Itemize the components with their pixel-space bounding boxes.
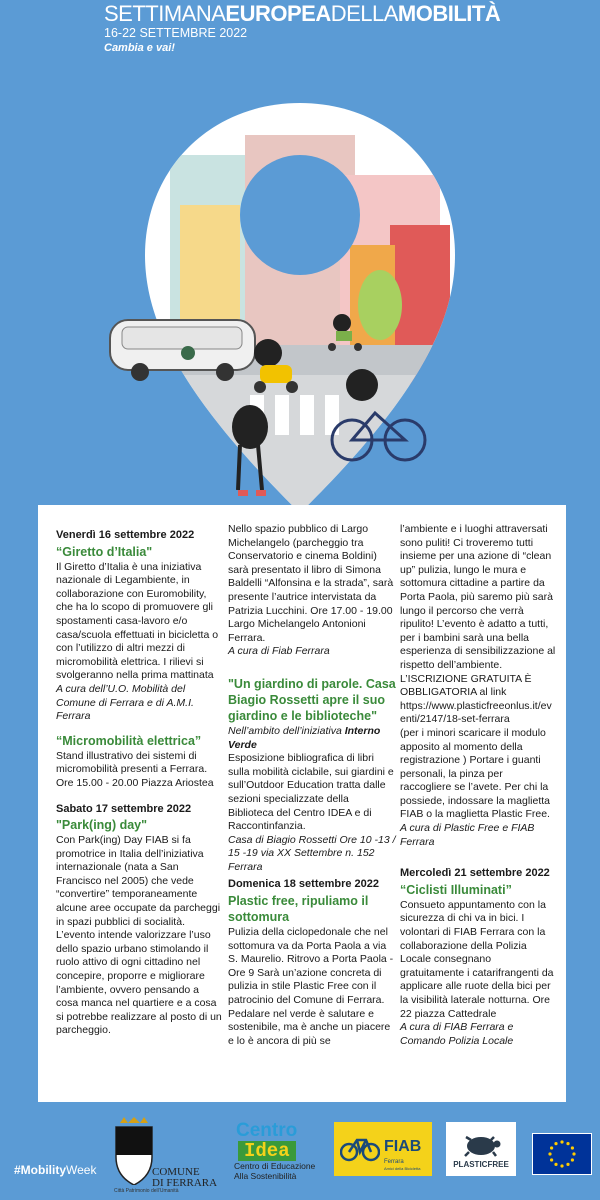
event-title-giretto: “Giretto d’Italia" — [56, 544, 153, 559]
intro-text: Nell’ambito dell’iniziativa — [228, 724, 345, 737]
cyclist-head — [346, 369, 378, 401]
mobility-illustration — [100, 95, 500, 515]
event-title-ciclisti: “Ciclisti Illuminati” — [400, 882, 512, 897]
event-intro — [228, 725, 396, 752]
event-body: (per i minori scaricare il modulo apposito al momento della registrazione ) Portare i guanti personali, la pinza per raccogliere se l’avete. Per chi la possiede, indossare la maglietta FIAB o la maglietta Plastic Free. — [400, 726, 551, 821]
slogan: Cambia e vai! — [104, 42, 175, 54]
event-title-plastic-free: Plastic free, ripuliamo il sottomura — [228, 894, 369, 925]
event-date: Venerdì 16 settembre 2022 — [56, 529, 195, 541]
ferrara-name-1: COMUNE — [152, 1166, 200, 1178]
fiab-sub: Ferrara — [384, 1159, 404, 1165]
ferrara-subtitle: Città Patrimonio dell’Umanità — [114, 1188, 179, 1194]
centro-top: Centro — [236, 1120, 298, 1141]
program-box — [38, 505, 566, 1102]
fiab-text: FIAB — [384, 1138, 422, 1155]
event-title — [104, 2, 500, 26]
event-body: Stand illustrativo dei sistemi di micromobilità presenti a Ferrara. Ore 15.00 - 20.00 Piazza Ariostea — [56, 749, 214, 789]
event-note: A cura di FIAB Ferrara e Comando Polizia Locale — [400, 1021, 514, 1047]
event-note: A cura dell’U.O. Mobilità del Comune di Ferrara e di A.M.I. Ferrara — [56, 682, 194, 723]
event-title-giardino: "Un giardino di parole. Casa Biagio Rossetti apre il suo giardino e le biblioteche" — [228, 676, 396, 723]
centro-sub-2: Alla Sostenibilità — [234, 1171, 297, 1181]
hashtag-bold: #Mobility — [14, 1163, 67, 1177]
event-body: Esposizione bibliografica di libri sulla mobilità ciclabile, sui giardini e sull’Outdoor Education tratta dalle sezioni specializzate della Biblioteca del Centro IDEA e di Raccontinfanzia. — [228, 752, 394, 833]
hashtag-light: Week — [66, 1163, 97, 1177]
event-body: L’ISCRIZIONE GRATUITA È OBBLIGATORIA al link — [400, 672, 532, 699]
event-note: Casa di Biagio Rossetti Ore 10 -13 / 15 -19 via XX Settembre n. 152 Ferrara — [228, 833, 396, 873]
event-dates: 16-22 SETTEMBRE 2022 — [104, 26, 248, 40]
event-date: Domenica 18 settembre 2022 — [228, 878, 380, 891]
event-body: Consueto appuntamento con la sicurezza di chi va in bici. I volontari di FIAB Ferrara con la collaborazione della Polizia Locale consegnano gratuitamente i catarifrangenti da applicare alle ruote della bici per la visibilità laterale notturna. Ore 22 piazza Cattedrale — [400, 898, 554, 1020]
title-part: MOBILITÀ — [397, 1, 501, 26]
event-body: Con Park(ing) Day FIAB si fa promotrice in Italia dell’iniziativa internazionale (nata a San Francisco nel 2005) che vede “convertire” temporaneamente alcune aree occupate da parcheggi in spazi pubblici di socialità. L’evento intende valorizzare l’uso dello spazio urbano stimolando il ruolo attivo di ogni cittadino nel concepire, proporre e migliorare l’ambiente, ovvero pensando a cosa manca nel quartiere e a cosa si potrebbe realizzare al posto di un parcheggio. — [56, 834, 222, 1037]
event-date: Mercoledì 21 settembre 2022 — [400, 867, 550, 880]
event-body: Il Giretto d’Italia è una iniziativa nazionale di Legambiente, in collaborazione con Euromobility, che ha lo scopo di promuovere gli spostamenti casa-lavoro e/o casa/scuola effettuati in bicicletta o con l’utilizzo di altri mezzi di micromobilità elettrica. I rilievi si svolgeranno nella prima mattinata — [56, 560, 219, 682]
plasticfree-logo — [446, 1122, 516, 1176]
column-3 — [400, 523, 556, 1048]
ferrara-name — [152, 1167, 217, 1189]
registration-link[interactable]: https://www.plasticfreeonlus.it/eventi/2147/18-set-ferrara — [400, 699, 552, 726]
hashtag — [14, 1163, 96, 1177]
column-2 — [228, 523, 396, 1048]
event-date: Sabato 17 settembre 2022 — [56, 802, 192, 815]
event-title-parking-day: "Park(ing) day" — [56, 818, 148, 833]
event-note: A cura di Plastic Free e FIAB Ferrara — [400, 822, 535, 848]
plasticfree-text: PLASTICFREE — [453, 1160, 509, 1169]
column-1 — [56, 525, 224, 1038]
title-part: DELLA — [330, 1, 398, 26]
ferrara-crest-icon — [112, 1117, 156, 1185]
footer — [0, 1105, 600, 1200]
ferrara-name-2: DI FERRARA — [152, 1177, 218, 1189]
centro-idea-logo — [230, 1121, 326, 1195]
event-note: A cura di Fiab Ferrara — [228, 645, 330, 658]
eu-flag-icon — [532, 1133, 592, 1175]
centro-idea: Idea — [238, 1141, 296, 1161]
bicycle-icon — [340, 1132, 380, 1162]
comune-ferrara-logo — [112, 1117, 224, 1195]
header — [104, 2, 500, 55]
event-body: Pulizia della ciclopedonale che nel sottomura va da Porta Paola a via S. Maurelio. Ritrovo a Porta Paola - Ore 9 Sarà un’azione concreta di pulizia in stile Plastic Free con il patrocinio del Comune di Ferrara. Pedalare nel verde è salutare e sostenibile, ma è anche un piacere e lo è ancora di più se — [228, 926, 394, 1047]
pin-hole — [240, 155, 360, 275]
event-body: l’ambiente e i luoghi attraversati sono puliti! Ci troveremo tutti insieme per una azione di “clean up” pulizia, lungo le mura e sottomura cittadine a partire da Porta Paola, più saremo più sarà lungo il percorso che verrà ripulito! L’evento è adatto a tutti, per i bambini sarà una bella esperienza di sensibilizzazione al rispetto dell’ambiente. — [400, 523, 556, 671]
title-part: EUROPEA — [225, 1, 331, 26]
event-body: Nello spazio pubblico di Largo Michelangelo (parcheggio tra Conservatorio e cinema Boldini) sarà presentato il libro di Simona Baldelli “Alfonsina e la strada”, sarà presente l’autrice intervistata da Patrizia Lucchini. Ore 17.00 - 19.00 Largo Michelangelo Antonioni Ferrara. — [228, 523, 394, 644]
intro-bold: Interno Verde — [228, 724, 381, 751]
event-title-micromobilita: “Micromobilità elettrica” — [56, 733, 202, 748]
centro-sub-1: Centro di Educazione — [234, 1161, 316, 1171]
fiab-sub2: Amici della Bicicletta — [384, 1166, 421, 1171]
fiab-logo — [334, 1122, 432, 1176]
turtle-icon — [461, 1128, 501, 1158]
title-part: SETTIMANA — [104, 1, 226, 26]
